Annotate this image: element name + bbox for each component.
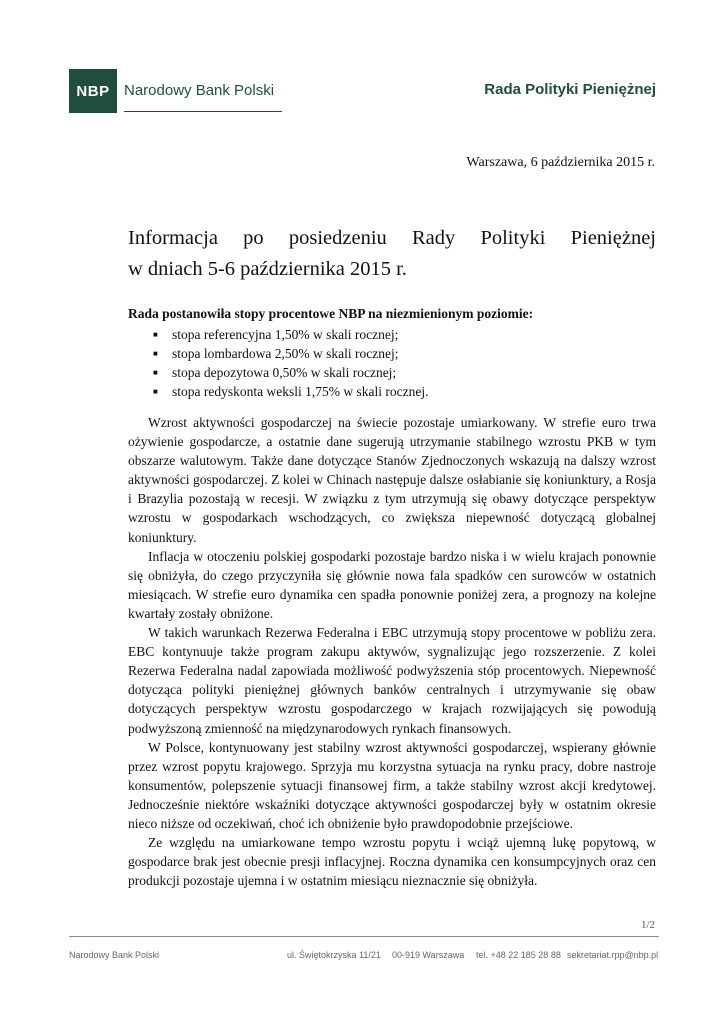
footer-bank-name: Narodowy Bank Polski (69, 950, 160, 960)
document-date: Warszawa, 6 października 2015 r. (466, 155, 655, 170)
footer-email: sekretariat.rpp@nbp.pl (567, 950, 659, 960)
logo-underline (124, 111, 282, 112)
paragraph-inflation-abroad: Inflacja w otoczeniu polskiej gospodarki pozostaje bardzo niska i w wielu krajach ponownie się obniżyła, do czego przyczyniła się głównie nowa fala spadków cen surowców w ostatnich miesiącach. W strefie euro dynamika cen spadła ponownie poniżej zera, a prognozy na kolejne kwartały zostały obniżone. (128, 548, 656, 621)
paragraph-inflation-poland: Ze względu na umiarkowane tempo wzrostu popytu i wciąż ujemną lukę popytową, w gospodarce brak jest obecnie presji inflacyjnej. Roczna dynamika cen konsumpcyjnych oraz cen produkcji pozostaje ujemna i w ostatnim miesiącu nieznacznie się obniżyła. (128, 835, 656, 889)
footer-phone: tel. +48 22 185 28 88 (476, 950, 561, 960)
footer-divider (69, 936, 659, 937)
rates-list (172, 325, 428, 401)
decision-heading: Rada postanowiła stopy procentowe NBP na niezmienionym poziomie: (128, 306, 534, 321)
nbp-logo: NBP (69, 69, 117, 113)
page-number: 1/2 (640, 919, 655, 931)
bank-name: Narodowy Bank Polski (124, 82, 275, 99)
footer-city: 00-919 Warszawa (392, 950, 465, 960)
council-name: Rada Polityki Pieniężnej (484, 81, 656, 98)
rate-reference: ■ stopa referencyjna 1,50% w skali rocznej; (172, 325, 428, 344)
paragraph-central-banks: W takich warunkach Rezerwa Federalna i EBC utrzymują stopy procentowe w pobliżu zera. EBC kontynuuje także program zakupu aktywów, sygnalizując jego rozszerzenie. Z kolei Rezerwa Federalna nadal zapowiada możliwość podwyższenia stóp procentowych. Niepewność dotycząca polityki pieniężnej głównych banków centralnych i utrzymywanie się obaw dotyczących perspektyw wzrostu gospodarczego w krajach rozwijających się powodują podwyższoną zmienność na międzynarodowych rynkach finansowych. (128, 625, 656, 736)
paragraph-global-activity: Wzrost aktywności gospodarczej na świecie pozostaje umiarkowany. W strefie euro trwa ożywienie gospodarcze, a ostatnie dane sugerują utrzymanie stabilnego wzrostu PKB w tym obszarze walutowym. Także dane dotyczące Stanów Zjednoczonych wskazują na dalszy wzrost aktywności gospodarczej. Z kolei w Chinach następuje dalsze osłabianie się koniunktury, a Rosja i Brazylia pozostają w recesji. W związku z tym utrzymują się obawy dotyczące perspektyw wzrostu w gospodarkach wschodzących, co zwiększa niepewność dotyczącą globalnej koniunktury. (128, 415, 656, 545)
footer (69, 950, 659, 964)
rate-deposit: ■ stopa depozytowa 0,50% w skali rocznej; (172, 363, 428, 382)
rate-lombard: ■ stopa lombardowa 2,50% w skali rocznej; (172, 344, 428, 363)
body-text (128, 413, 656, 890)
paragraph-poland-growth: W Polsce, kontynuowany jest stabilny wzrost aktywności gospodarczej, wspierany głównie przez wzrost popytu krajowego. Sprzyja mu korzystna sytuacja na rynku pracy, dobre nastroje konsumentów, polepszenie sytuacji finansowej firm, a także stabilny wzrost akcji kredytowej. Jednocześnie niektóre wskaźniki dotyczące aktywności gospodarczej były w ostatnim okresie nieco niższe od oczekiwań, choć ich obniżenie było prawdopodobnie przejściowe. (128, 739, 656, 831)
document-title (128, 223, 656, 285)
title-line-2: w dniach 5-6 października 2015 r. (128, 258, 407, 280)
title-line-1: Informacja po posiedzeniu Rady Polityki Pieniężnej (128, 227, 656, 249)
rate-rediscount: ■ stopa redyskonta weksli 1,75% w skali rocznej. (172, 382, 428, 401)
footer-street: ul. Świętokrzyska 11/21 (287, 950, 381, 960)
letterhead (69, 69, 659, 115)
